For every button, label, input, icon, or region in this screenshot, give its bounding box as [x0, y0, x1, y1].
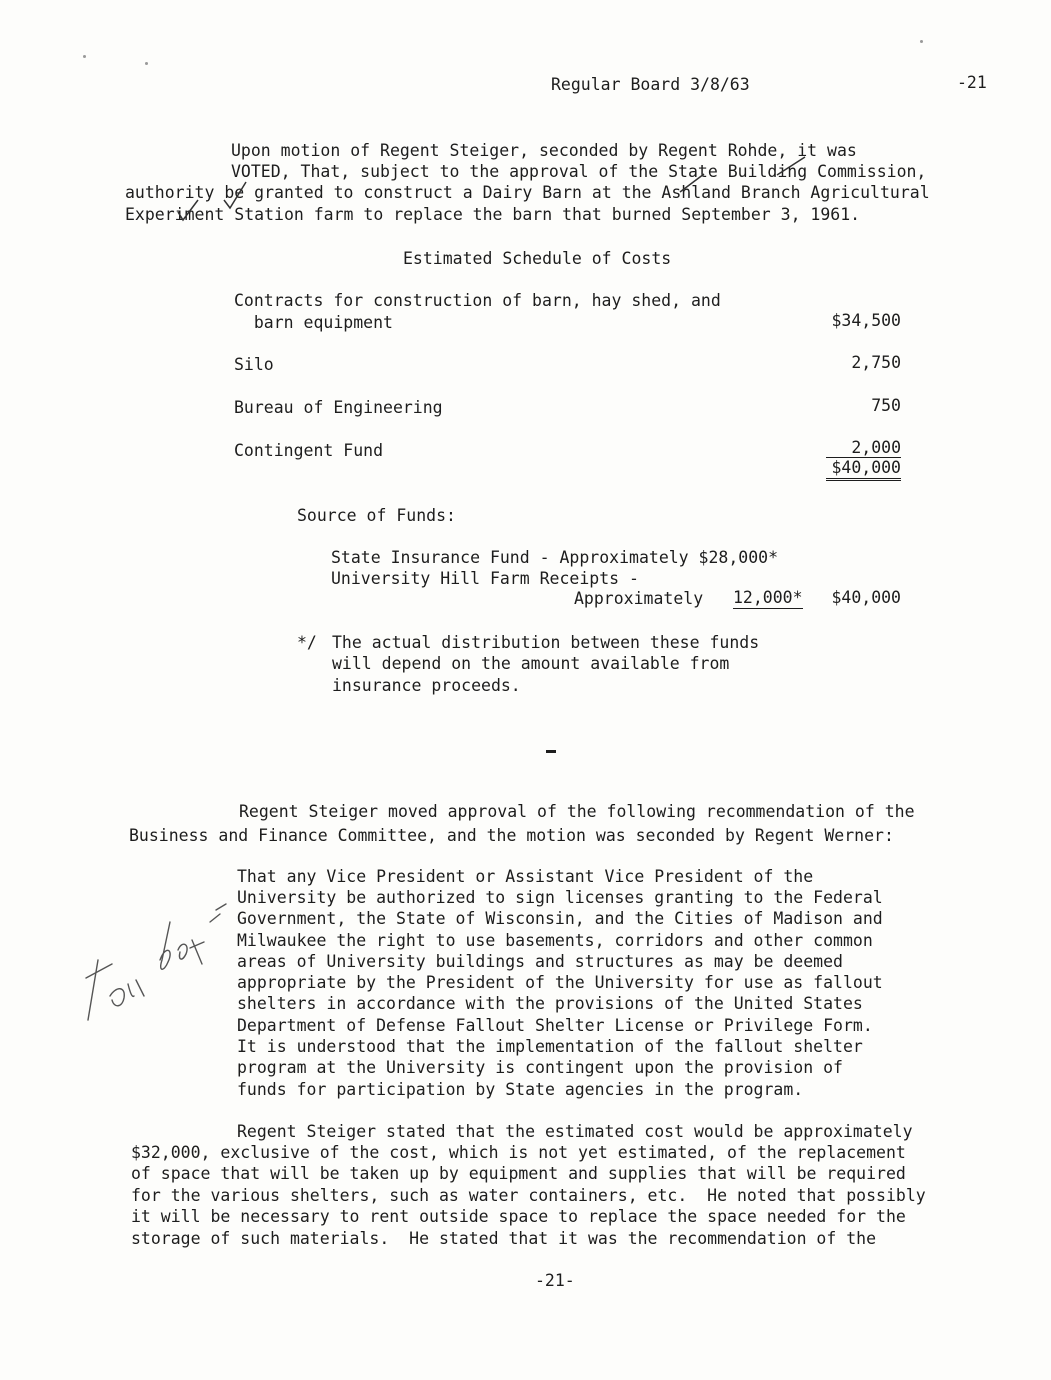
motion2-intro-line1: Regent Steiger moved approval of the following recommendation of the [239, 802, 915, 821]
scan-speck [83, 55, 86, 58]
funds-total: $40,000 [831, 588, 901, 607]
scan-speck [145, 62, 148, 65]
quote-line: Department of Defense Fallout Shelter License or Privilege Form. [237, 1016, 873, 1035]
funds-heading: Source of Funds: [297, 506, 456, 525]
check-mark-icon [222, 178, 248, 218]
schedule-item-amount: $34,500 [831, 311, 901, 330]
paragraph3-line: Regent Steiger stated that the estimated cost would be approximately [237, 1122, 913, 1141]
motion2-intro-line2: Business and Finance Committee, and the motion was seconded by Regent Werner: [129, 826, 894, 845]
paragraph3-line: of space that will be taken up by equipment and supplies that will be required [131, 1164, 906, 1183]
quote-line: University be authorized to sign licenses granting to the Federal [237, 888, 883, 907]
schedule-item-amount: 2,000 [851, 438, 901, 457]
schedule-item-label: Contracts for construction of barn, hay shed, and [234, 291, 721, 310]
quote-line: appropriate by the President of the University for use as fallout [237, 973, 883, 992]
paragraph3-line: for the various shelters, such as water containers, etc. He noted that possibly [131, 1186, 926, 1205]
footnote-line3: insurance proceeds. [332, 676, 521, 695]
footnote-marker: */ [297, 633, 317, 652]
schedule-item-label: Bureau of Engineering [234, 398, 443, 417]
funds-line1: State Insurance Fund - Approximately $28,000* [331, 548, 779, 567]
schedule-item-amount: 2,750 [851, 353, 901, 372]
scan-speck [920, 40, 923, 43]
schedule-item-label: Silo [234, 355, 274, 374]
schedule-item-amount: 750 [871, 396, 901, 415]
quote-line: It is understood that the implementation of the fallout shelter [237, 1037, 863, 1056]
footnote-line2: will depend on the amount available from [332, 654, 730, 673]
footnote-line1: The actual distribution between these funds [332, 633, 760, 652]
motion1-line2: VOTED, That, subject to the approval of the State Building Commission, [231, 162, 927, 181]
paragraph3-line: storage of such materials. He stated that it was the recommendation of the [131, 1229, 877, 1248]
quote-line: program at the University is contingent upon the provision of [237, 1058, 843, 1077]
paragraph3-line: $32,000, exclusive of the cost, which is not yet estimated, of the replacement [131, 1143, 906, 1162]
handwritten-margin-note [70, 900, 240, 1060]
schedule-item-label: Contingent Fund [234, 441, 384, 460]
quote-line: funds for participation by State agencies in the program. [237, 1080, 804, 1099]
schedule-heading: Estimated Schedule of Costs [403, 249, 672, 268]
check-mark-icon [678, 172, 706, 194]
schedule-item-label: barn equipment [234, 313, 393, 332]
quote-line: shelters in accordance with the provisions of the United States [237, 994, 863, 1013]
quote-line: Government, the State of Wisconsin, and the Cities of Madison and [237, 909, 883, 928]
funds-line2: University Hill Farm Receipts - [331, 569, 639, 588]
quote-line: areas of University buildings and structures as may be deemed [237, 952, 843, 971]
header-title: Regular Board 3/8/63 [551, 75, 750, 94]
funds-line3-prefix: Approximately [574, 589, 714, 608]
motion1-line3: authority be granted to construct a Dairy Barn at the Ashland Branch Agricultural [125, 183, 930, 202]
footer-page-number: -21- [535, 1271, 575, 1290]
section-divider [546, 750, 556, 753]
header-page-number: -21 [957, 73, 987, 92]
schedule-total: $40,000 [826, 457, 901, 481]
paragraph3-line: it will be necessary to rent outside space to replace the space needed for the [131, 1207, 906, 1226]
quote-line: That any Vice President or Assistant Vice President of the [237, 867, 814, 886]
quote-line: Milwaukee the right to use basements, corridors and other common [237, 931, 873, 950]
check-mark-icon [775, 155, 807, 177]
funds-line3-amount: 12,000* [733, 588, 803, 607]
motion1-line4: Experiment Station farm to replace the barn that burned September 3, 1961. [125, 205, 861, 224]
motion1-line1: Upon motion of Regent Steiger, seconded by Regent Rohde, it was [231, 141, 857, 160]
check-mark-icon [176, 198, 200, 224]
